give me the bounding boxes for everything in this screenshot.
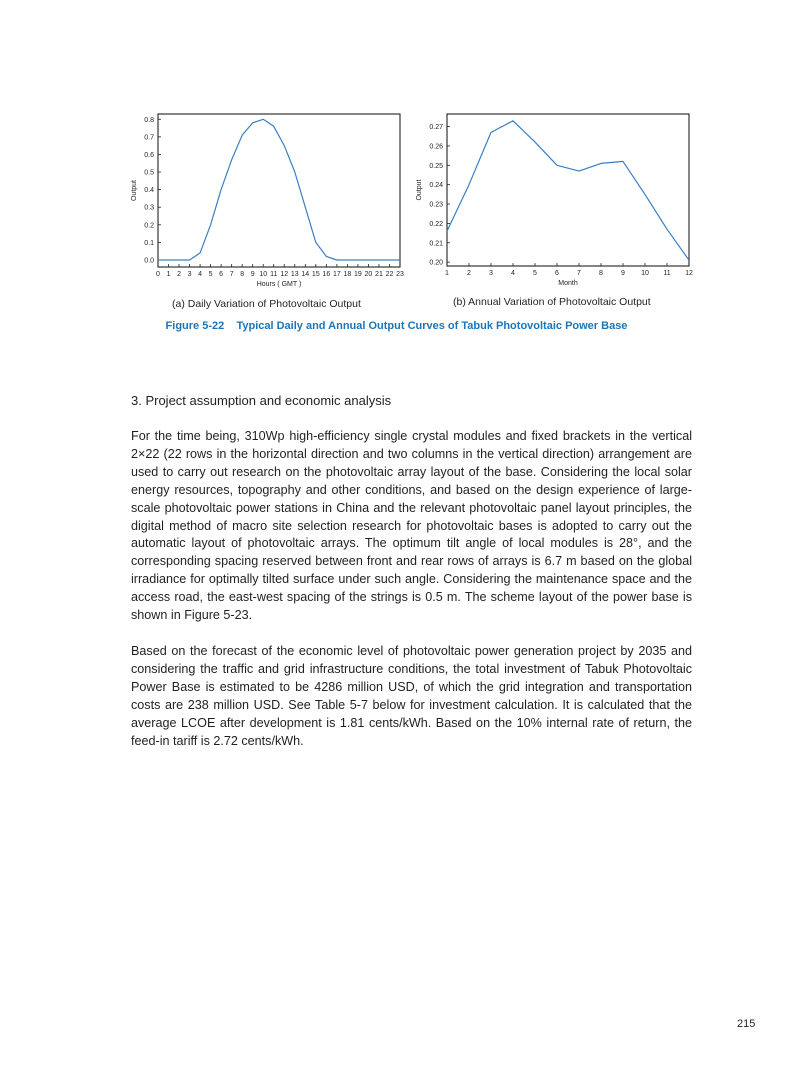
page-number: 215 <box>737 1018 756 1030</box>
x-tick-label: 7 <box>577 270 581 277</box>
x-tick-label: 13 <box>290 271 299 278</box>
x-tick-label: 6 <box>219 271 224 278</box>
data-line <box>158 119 400 260</box>
subcaption-a: (a) Daily Variation of Photovoltaic Output <box>172 298 361 310</box>
y-tick-label: 0.22 <box>429 220 443 228</box>
x-tick-label: 4 <box>198 271 203 278</box>
x-axis-label: Hours ( GMT ) <box>256 281 302 288</box>
y-tick-label: 0.6 <box>144 151 154 159</box>
y-tick-label: 0.23 <box>429 201 443 209</box>
x-tick-label: 10 <box>641 270 649 277</box>
x-tick-label: 15 <box>311 271 320 278</box>
x-tick-label: 5 <box>208 271 213 278</box>
x-tick-label: 2 <box>467 270 471 277</box>
subcaption-b: (b) Annual Variation of Photovoltaic Output <box>453 296 651 308</box>
y-tick-label: 0.21 <box>429 240 443 248</box>
y-tick-label: 0.25 <box>429 162 443 170</box>
x-tick-label: 3 <box>187 271 192 278</box>
x-tick-label: 20 <box>364 271 373 278</box>
y-tick-label: 0.3 <box>144 204 154 212</box>
chart-daily-output <box>120 105 410 295</box>
chart-daily-svg <box>120 105 410 295</box>
x-tick-label: 4 <box>511 270 515 277</box>
x-tick-label: 22 <box>385 271 394 278</box>
x-tick-label: 8 <box>240 271 245 278</box>
x-tick-label: 1 <box>166 271 171 278</box>
x-tick-label: 0 <box>156 271 160 278</box>
x-tick-label: 19 <box>354 271 362 278</box>
section-heading: 3. Project assumption and economic analysis <box>131 393 392 408</box>
chart-annual-output <box>410 105 700 295</box>
chart-annual-svg <box>410 105 700 295</box>
data-line <box>447 121 689 260</box>
x-tick-label: 1 <box>445 270 449 277</box>
y-axis-label: Output <box>416 179 423 201</box>
paragraph-layout: For the time being, 310Wp high-efficiency single crystal modules and fixed brackets in the vertical 2×22 (22 rows in the horizontal direction and two columns in the vertical direction) arrangement are used to carry out research on the photovoltaic array layout of the base. Considering the local solar energy resources, topography and other conditions, and based on the design experience of large-scale photovoltaic power stations in China and the relevant photovoltaic panel layout principles, the digital method of macro site selection research for photovoltaic bases is adopted to carry out the automatic layout of photovoltaic arrays. The optimum tilt angle of local modules is 28°, and the corresponding spacing reserved between front and rear rows of arrays is 6.7 m based on the global irradiance for optimally tilted surface under such angle. Considering the maintenance space and the access road, the east-west spacing of the strings is 0.5 m. The scheme layout of the power base is shown in Figure 5-23. <box>131 429 692 623</box>
x-tick-label: 17 <box>332 271 341 278</box>
y-tick-label: 0.7 <box>144 134 154 142</box>
paragraph-economics: Based on the forecast of the economic level of photovoltaic power generation project by 2035 and considering the traffic and grid infrastructure conditions, the total investment of Tabuk Photovoltaic Power Base is estimated to be 4286 million USD, of which the grid integration and transportation costs are 238 million USD. See Table 5-7 below for investment calculation. It is calculated that the average LCOE after development is 1.81 cents/kWh. Based on the 10% internal rate of return, the feed-in tariff is 2.72 cents/kWh. <box>131 644 692 748</box>
x-tick-label: 9 <box>621 270 625 277</box>
plot-frame <box>447 114 689 266</box>
x-tick-label: 21 <box>375 271 383 278</box>
x-tick-label: 11 <box>270 271 278 278</box>
y-axis-label: Output <box>131 179 138 202</box>
x-tick-label: 18 <box>343 271 352 278</box>
x-tick-label: 12 <box>685 270 693 277</box>
x-tick-label: 16 <box>322 271 331 278</box>
y-tick-label: 0.4 <box>144 187 154 195</box>
x-tick-label: 5 <box>533 270 537 277</box>
x-tick-label: 7 <box>229 271 234 278</box>
x-tick-label: 2 <box>177 271 181 278</box>
y-tick-label: 0.27 <box>429 124 443 132</box>
x-tick-label: 12 <box>280 271 289 278</box>
y-tick-label: 0.5 <box>144 169 154 177</box>
y-tick-label: 0.26 <box>429 143 443 151</box>
x-tick-label: 8 <box>599 270 603 277</box>
y-tick-label: 0.2 <box>144 222 154 230</box>
x-tick-label: 11 <box>663 270 671 277</box>
x-tick-label: 23 <box>396 271 404 278</box>
x-tick-label: 9 <box>250 271 255 278</box>
y-tick-label: 0.8 <box>144 116 154 124</box>
y-tick-label: 0.24 <box>429 182 443 190</box>
x-tick-label: 6 <box>555 270 559 277</box>
x-tick-label: 14 <box>301 271 310 278</box>
y-tick-label: 0.20 <box>429 259 443 267</box>
figure-caption: Figure 5-22 Typical Daily and Annual Output Curves of Tabuk Photovoltaic Power Base <box>165 320 628 332</box>
x-tick-label: 3 <box>489 270 493 277</box>
x-tick-label: 10 <box>259 271 268 278</box>
y-tick-label: 0.0 <box>144 257 154 265</box>
x-axis-label: Month <box>558 280 578 287</box>
y-tick-label: 0.1 <box>144 239 154 247</box>
